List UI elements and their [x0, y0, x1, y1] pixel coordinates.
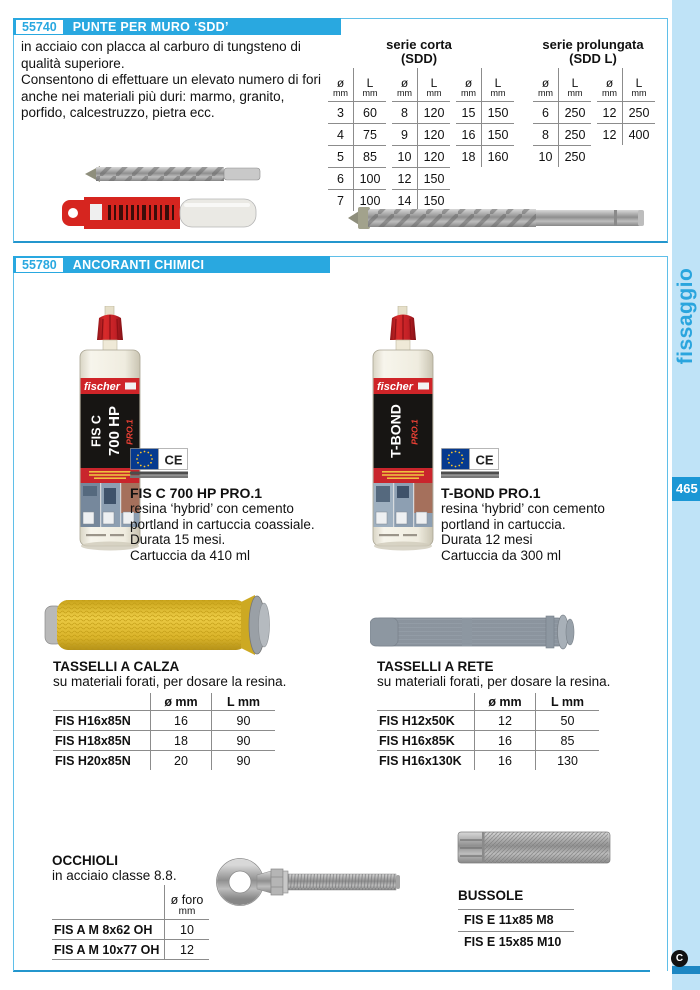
tasselli-calza-title: TASSELLI A CALZA [53, 659, 180, 674]
table-row [597, 124, 655, 146]
tasselli-rete-subtitle: su materiali forati, per dosare la resina. [377, 674, 611, 689]
table-row [456, 102, 514, 124]
serie-corta-pair [392, 68, 450, 211]
length-cell: 75 [354, 124, 387, 146]
table-row [392, 124, 450, 146]
length-header-cell: L mm [559, 68, 592, 102]
section-punte-code: 55740 [16, 20, 63, 34]
tasselli-calza-subtitle: su materiali forati, per dosare la resina. [53, 674, 287, 689]
length-header-cell: L mm [418, 68, 451, 102]
diameter-header-cell: ø mm [475, 693, 536, 711]
bussole-block [458, 888, 574, 953]
header-row [456, 68, 514, 102]
header-row [52, 885, 209, 920]
length-header-cell: L mm [536, 693, 600, 711]
cartridge-label-badge: PRO.1 [124, 419, 135, 445]
description-line: porfido, calcestruzzo, pietra ecc. [21, 105, 215, 120]
occhioli-block [52, 853, 209, 960]
length-cell: 50 [536, 711, 600, 731]
length-cell: 90 [212, 711, 276, 731]
diameter-cell: 7 [328, 190, 354, 212]
section-ancoranti-title: ANCORANTI CHIMICI [72, 257, 205, 272]
length-cell: 120 [418, 102, 451, 124]
serie-prolungata-table [533, 68, 655, 167]
cartridge-label-line2: 700 HP [105, 405, 123, 457]
product-name: FIS C 700 HP PRO.1 [130, 485, 263, 501]
diameter-cell: 16 [475, 751, 536, 771]
length-cell: 250 [564, 149, 586, 164]
diameter-cell: 12 [392, 168, 418, 190]
header-row [597, 68, 655, 102]
hole-diameter-header-cell: ø foro mm [165, 885, 210, 920]
product-code-cell: FIS H18x85N [53, 731, 151, 751]
length-cell: 60 [354, 102, 387, 124]
length-cell: 90 [212, 731, 276, 751]
serie-corta-title: serie corta [386, 37, 452, 52]
drill-case-image [60, 194, 260, 232]
product-tbond-info [441, 485, 656, 563]
length-cell: 150 [482, 102, 515, 124]
length-cell: 150 [418, 168, 451, 190]
product-description-line: Cartuccia da 410 ml [130, 547, 251, 563]
table-row [53, 731, 275, 751]
header-row [392, 68, 450, 102]
product-code-cell: FIS H20x85N [55, 753, 131, 768]
product-description-line: resina ‘hybrid’ con cemento [130, 501, 294, 516]
length-cell: 250 [559, 102, 592, 124]
long-drill-bit-image [346, 198, 646, 236]
length-header-cell: L mm [623, 68, 656, 102]
occhioli-table [52, 885, 209, 960]
serie-prolungata-title: serie prolungata [542, 37, 644, 52]
tasselli-rete-title: TASSELLI A RETE [377, 659, 494, 674]
length-cell: 100 [354, 168, 387, 190]
serie-prolungata-subtitle: (SDD L) [569, 51, 617, 66]
diameter-header-cell: ø mm [392, 68, 418, 102]
diameter-cell: 16 [151, 711, 212, 731]
product-description-line: resina ‘hybrid’ con cemento [441, 501, 605, 516]
length-cell: 250 [559, 124, 592, 146]
tassello-calza-image [43, 594, 275, 656]
diameter-cell: 16 [475, 731, 536, 751]
product-name: T-BOND PRO.1 [441, 485, 541, 501]
product-description-line: Durata 12 mesi [441, 532, 533, 547]
publisher-logo: C [671, 950, 688, 967]
diameter-header-cell: ø mm [456, 68, 482, 102]
empty-header-cell [53, 693, 151, 711]
diameter-cell: 9 [392, 124, 418, 146]
diameter-cell: 6 [533, 102, 559, 124]
length-header-cell: L mm [212, 693, 276, 711]
table-row [52, 920, 209, 940]
tassello-rete-image [370, 612, 585, 652]
table-row [377, 731, 599, 751]
hole-diameter-cell: 12 [165, 940, 210, 960]
diameter-cell: 20 [151, 751, 212, 771]
product-description-line: Durata 15 mesi. [130, 532, 226, 547]
diameter-cell: 8 [392, 102, 418, 124]
hole-diameter-cell: 10 [165, 920, 210, 940]
bussole-title: BUSSOLE [458, 888, 524, 903]
length-cell: 85 [354, 146, 387, 168]
product-code-cell: FIS A M 8x62 OH [52, 920, 165, 940]
brand-text: fischer [84, 381, 121, 393]
length-cell: 120 [418, 124, 451, 146]
tasselli-calza-table [53, 693, 275, 770]
ce-mark-text: CE [475, 452, 494, 468]
section-punte-title: PUNTE PER MURO ‘SDD’ [72, 19, 229, 34]
product-fisc-info [130, 485, 345, 563]
product-code-cell: FIS H16x130K [379, 753, 462, 768]
table-row [456, 146, 514, 168]
cartridge-tbond-image [370, 306, 436, 556]
length-cell: 130 [536, 751, 600, 771]
serie-prolungata-pair [597, 68, 655, 145]
diameter-header-cell: ø mm [597, 68, 623, 102]
list-item: FIS E 11x85 M8 [458, 909, 574, 931]
diameter-cell: 5 [328, 146, 354, 168]
length-cell: 160 [487, 149, 509, 164]
serie-corta-subtitle: (SDD) [400, 51, 438, 66]
diameter-cell: 4 [328, 124, 354, 146]
length-cell: 250 [623, 102, 656, 124]
length-cell: 150 [482, 124, 515, 146]
tasselli-rete-block [377, 659, 610, 770]
bussola-image [456, 830, 614, 866]
diameter-cell: 18 [151, 731, 212, 751]
diameter-cell: 15 [456, 102, 482, 124]
diameter-cell: 3 [328, 102, 354, 124]
description-line: anche nei materiali più duri: marmo, granito, [21, 88, 285, 104]
table-row [377, 751, 599, 771]
eta-ce-mark [441, 448, 499, 478]
table-row [53, 751, 275, 771]
drill-bit-image [84, 160, 262, 188]
product-code-cell: FIS A M 10x77 OH [52, 940, 165, 960]
diameter-cell: 10 [392, 146, 418, 168]
table-row [392, 168, 450, 190]
cartridge-label-line1: FIS C [89, 415, 104, 447]
serie-corta-pair [456, 68, 514, 167]
diameter-cell: 6 [328, 168, 354, 190]
section-ancoranti-code: 55780 [16, 258, 63, 272]
brand-text: fischer [377, 381, 414, 393]
table-row [597, 102, 655, 124]
description-line: qualità superiore. [21, 55, 125, 71]
section-ancoranti-header [13, 256, 330, 273]
product-description-line: Cartuccia da 300 ml [441, 547, 562, 563]
tasselli-rete-table [377, 693, 599, 770]
table-row [456, 124, 514, 146]
serie-corta-pair [328, 68, 386, 211]
header-row [53, 693, 275, 711]
table-row [377, 711, 599, 731]
cartridge-label-line1: T-BOND [387, 404, 404, 458]
serie-corta-table [328, 68, 514, 211]
cartridge-label-badge: PRO.1 [409, 419, 420, 445]
occhiolo-image [213, 856, 403, 908]
product-code-cell: FIS H16x85N [53, 711, 151, 731]
header-row [328, 68, 386, 102]
table-row [533, 124, 591, 146]
section-punte-header [13, 18, 341, 35]
diameter-cell: 14 [392, 190, 418, 212]
sidebar-footer-strip [672, 966, 700, 974]
table-row [328, 124, 386, 146]
table-row [392, 102, 450, 124]
table-row [53, 711, 275, 731]
page-number-badge: 465 [672, 477, 700, 501]
diameter-header-cell: ø mm [151, 693, 212, 711]
product-code-cell: FIS H12x50K [377, 711, 475, 731]
section-punte-description [21, 39, 341, 122]
tasselli-calza-block [53, 659, 286, 770]
header-row [377, 693, 599, 711]
serie-prolungata-pair [533, 68, 591, 167]
diameter-cell: 16 [456, 124, 482, 146]
diameter-cell: 12 [475, 711, 536, 731]
length-cell: 400 [628, 127, 650, 142]
table-row [52, 940, 209, 960]
length-cell: 90 [212, 751, 276, 771]
length-cell: 100 [359, 193, 381, 208]
bussole-list [458, 909, 574, 953]
product-description-line: portland in cartuccia coassiale. [130, 516, 315, 532]
empty-header-cell [52, 885, 165, 920]
sidebar-category-label: fissaggio [674, 267, 697, 365]
description-line: in acciaio con placca al carburo di tungsteno di [21, 39, 301, 54]
product-description-line: portland in cartuccia. [441, 516, 566, 532]
length-header-cell: L mm [354, 68, 387, 102]
diameter-cell: 10 [533, 146, 559, 168]
occhioli-subtitle: in acciaio classe 8.8. [52, 868, 177, 883]
diameter-cell: 8 [533, 124, 559, 146]
eta-ce-mark [130, 448, 188, 478]
occhioli-title: OCCHIOLI [52, 853, 118, 868]
diameter-cell: 18 [456, 146, 482, 168]
table-row [328, 168, 386, 190]
diameter-cell: 12 [597, 124, 623, 146]
table-row [328, 146, 386, 168]
table-row [392, 146, 450, 168]
description-line: Consentono di effettuare un elevato numero di fori [21, 72, 321, 87]
empty-header-cell [377, 693, 475, 711]
table-row [533, 102, 591, 124]
diameter-header-cell: ø mm [328, 68, 354, 102]
diameter-header-cell: ø mm [533, 68, 559, 102]
product-code-cell: FIS H16x85K [377, 731, 475, 751]
table-row [533, 146, 591, 168]
diameter-cell: 12 [597, 102, 623, 124]
list-item: FIS E 15x85 M10 [458, 931, 574, 953]
length-cell: 120 [418, 146, 451, 168]
length-cell: 85 [536, 731, 600, 751]
ce-mark-text: CE [164, 452, 183, 468]
header-row [533, 68, 591, 102]
length-cell: 150 [423, 193, 445, 208]
length-header-cell: L mm [482, 68, 515, 102]
table-row [328, 102, 386, 124]
